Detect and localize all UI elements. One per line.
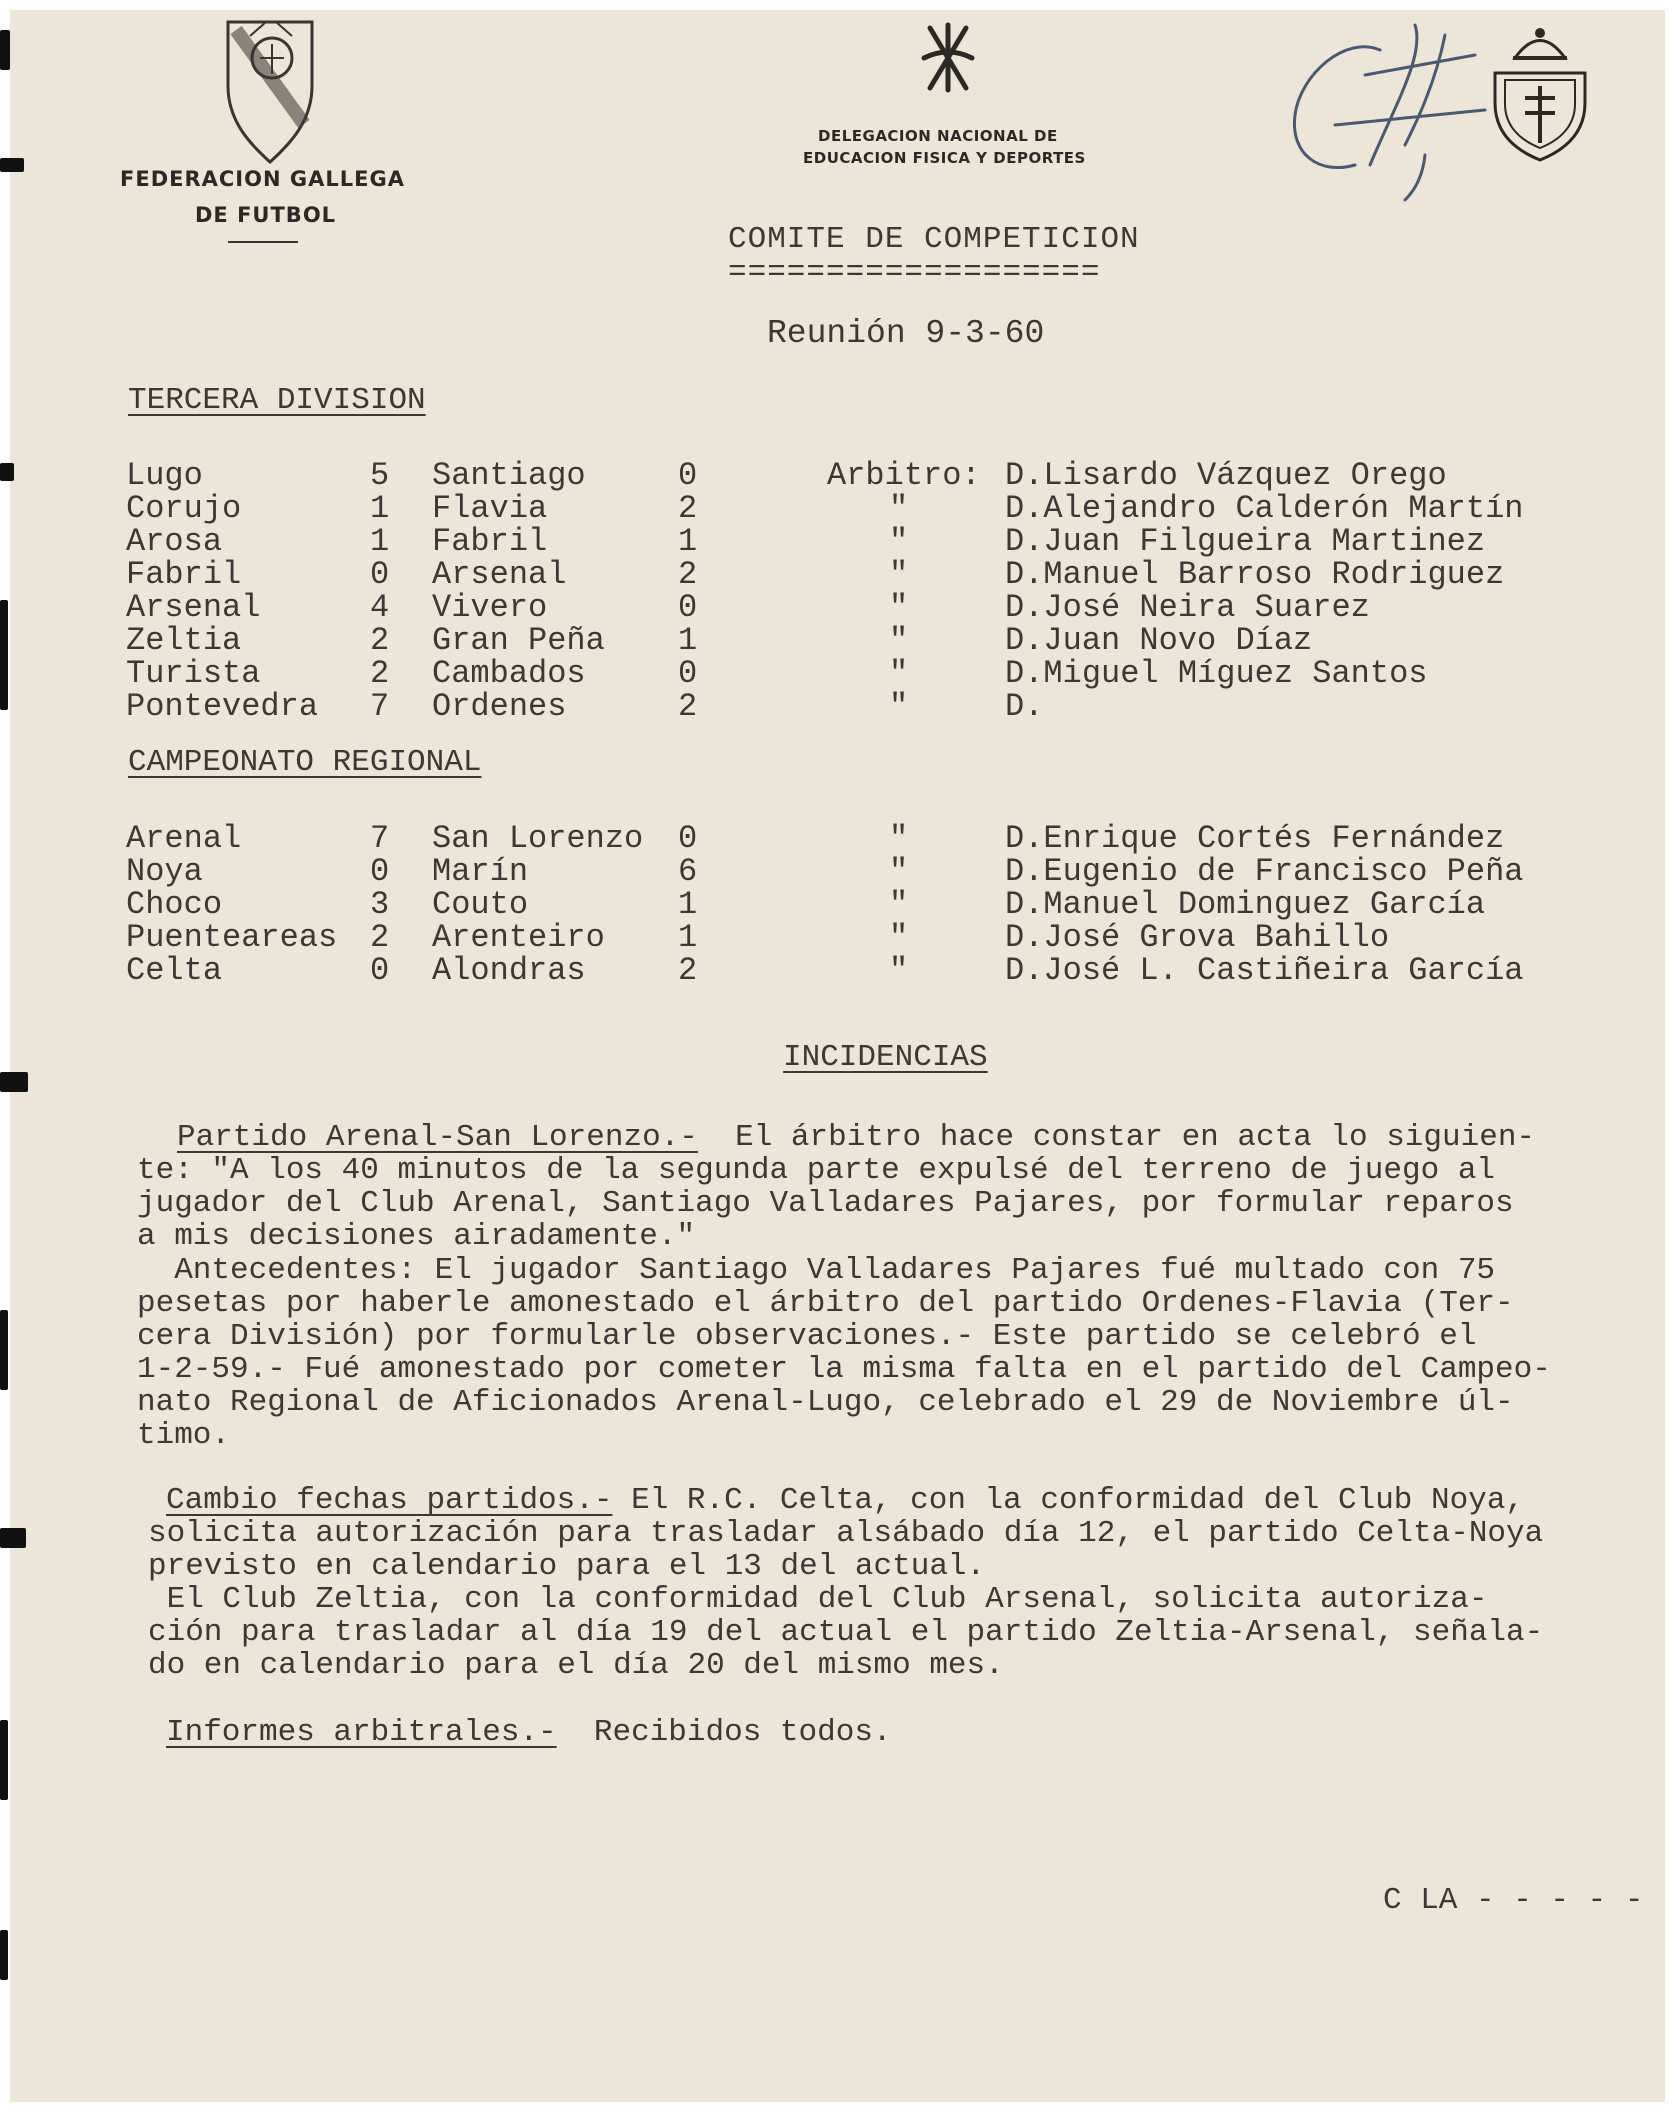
antecedentes-paragraph (137, 1254, 1551, 1452)
away-score: 0 (678, 589, 698, 626)
home-team: Arosa (126, 523, 223, 560)
ditto-mark: " (889, 622, 909, 659)
home-team: Puenteareas (126, 919, 338, 956)
page-title: COMITE DE COMPETICION (728, 222, 1140, 257)
home-team: Arsenal (126, 589, 261, 626)
scan-edge-mark (0, 158, 24, 172)
home-score: 2 (370, 919, 390, 956)
referee-name: D.Lisardo Vázquez Orego (1005, 457, 1447, 494)
home-team: Pontevedra (126, 688, 319, 725)
home-team: Arenal (126, 820, 242, 857)
scan-edge-mark (0, 1072, 28, 1092)
referee-name: D.José Neira Suarez (1005, 589, 1370, 626)
text-line: El Club Zeltia, con la conformidad del Club Arsenal, solicita autoriza- (148, 1582, 1488, 1617)
away-team: Vivero (432, 589, 548, 626)
home-score: 4 (370, 589, 390, 626)
away-team: Arsenal (432, 556, 567, 593)
scan-edge-mark (0, 1310, 8, 1390)
home-team: Choco (126, 886, 223, 923)
section-heading-regional: CAMPEONATO REGIONAL (128, 745, 482, 780)
home-team: Noya (126, 853, 203, 890)
referee-name: D.Manuel Barroso Rodriguez (1005, 556, 1505, 593)
home-score: 5 (370, 457, 390, 494)
away-score: 1 (678, 622, 698, 659)
referee-name: D.Miguel Míguez Santos (1005, 655, 1428, 692)
cambio-first-text: El R.C. Celta, con la conformidad del Club Noya, (612, 1483, 1525, 1518)
meeting-date: Reunión 9-3-60 (767, 315, 1045, 352)
home-team: Celta (126, 952, 223, 989)
away-team: Alondras (432, 952, 586, 989)
home-team: Corujo (126, 490, 242, 527)
away-team: San Lorenzo (432, 820, 644, 857)
ditto-mark: " (889, 853, 909, 890)
away-score: 2 (678, 952, 698, 989)
text-line: pesetas por haberle amonestado el árbitro del partido Ordenes-Flavia (Ter- (137, 1286, 1514, 1321)
scan-edge-mark (0, 1720, 8, 1800)
home-team: Turista (126, 655, 261, 692)
home-score: 0 (370, 853, 390, 890)
federation-shield-logo (220, 16, 320, 166)
home-score: 1 (370, 490, 390, 527)
text-line: te: "A los 40 minutos de la segunda parte expulsé del terreno de juego al (137, 1153, 1496, 1188)
text-line: ción para trasladar al día 19 del actual el partido Zeltia-Arsenal, señala- (148, 1615, 1544, 1650)
ditto-mark: " (889, 523, 909, 560)
referee-name: D.José L. Castiñeira García (1005, 952, 1524, 989)
away-team: Flavia (432, 490, 548, 527)
text-line: Antecedentes: El jugador Santiago Valladares Pajares fué multado con 75 (137, 1253, 1496, 1288)
home-score: 0 (370, 556, 390, 593)
text-line: cera División) por formularle observaciones.- Este partido se celebró el (137, 1319, 1477, 1354)
partido-first-text: El árbitro hace constar en acta lo siguien- (697, 1120, 1536, 1155)
away-score: 2 (678, 556, 698, 593)
continuation-mark: C LA - - - - - (1383, 1883, 1644, 1918)
away-score: 2 (678, 688, 698, 725)
away-team: Cambados (432, 655, 586, 692)
federation-name-line2: DE FUTBOL (195, 203, 337, 227)
cambio-body (148, 1517, 1543, 1682)
scan-edge-mark (0, 1930, 8, 1980)
home-score: 2 (370, 622, 390, 659)
divider (228, 241, 298, 243)
text-line: solicita autorización para trasladar alsábado día 12, el partido Celta-Noya (148, 1516, 1544, 1551)
away-score: 0 (678, 820, 698, 857)
home-score: 2 (370, 655, 390, 692)
text-line: timo. (137, 1418, 231, 1453)
royal-crest-logo (1485, 18, 1595, 163)
yoke-arrows-emblem (918, 20, 978, 95)
title-underline: =================== (728, 255, 1101, 290)
away-score: 1 (678, 919, 698, 956)
cambio-label: Cambio fechas partidos.- (166, 1483, 613, 1518)
referee-name: D.Eugenio de Francisco Peña (1005, 853, 1524, 890)
home-team: Zeltia (126, 622, 242, 659)
away-score: 1 (678, 886, 698, 923)
home-team: Fabril (126, 556, 242, 593)
section-heading-incidencias: INCIDENCIAS (783, 1040, 988, 1075)
away-team: Arenteiro (432, 919, 605, 956)
away-team: Marín (432, 853, 529, 890)
away-score: 0 (678, 457, 698, 494)
ditto-mark: " (889, 556, 909, 593)
ditto-mark: " (889, 820, 909, 857)
referee-name: D.Manuel Dominguez García (1005, 886, 1486, 923)
ditto-mark: " (889, 589, 909, 626)
referee-name: D.Juan Filgueira Martinez (1005, 523, 1486, 560)
text-line: a mis decisiones airadamente." (137, 1219, 696, 1254)
partido-body (137, 1154, 1514, 1253)
home-score: 3 (370, 886, 390, 923)
home-score: 7 (370, 820, 390, 857)
document-page (10, 10, 1665, 2102)
informes-text: Recibidos todos. (556, 1715, 892, 1750)
referee-label: Arbitro: (827, 457, 981, 494)
home-team: Lugo (126, 457, 203, 494)
text-line: previsto en calendario para el 13 del actual. (148, 1549, 986, 1584)
ditto-mark: " (889, 490, 909, 527)
referee-name: D.Enrique Cortés Fernández (1005, 820, 1505, 857)
away-team: Gran Peña (432, 622, 605, 659)
ditto-mark: " (889, 655, 909, 692)
away-score: 2 (678, 490, 698, 527)
delegation-name-line2: EDUCACION FISICA Y DEPORTES (803, 149, 1086, 167)
referee-name: D.José Grova Bahillo (1005, 919, 1390, 956)
referee-name: D.Juan Novo Díaz (1005, 622, 1313, 659)
partido-label: Partido Arenal-San Lorenzo.- (177, 1120, 698, 1155)
informes-label: Informes arbitrales.- (166, 1715, 557, 1750)
delegation-name: DELEGACION NACIONAL DE (818, 127, 1058, 145)
ditto-mark: " (889, 952, 909, 989)
federation-name: FEDERACION GALLEGA (120, 167, 405, 191)
home-score: 0 (370, 952, 390, 989)
handwritten-signature (1275, 15, 1505, 215)
away-score: 0 (678, 655, 698, 692)
scan-edge-mark (0, 600, 8, 710)
scan-edge-mark (0, 1528, 26, 1548)
cambio-first-line (166, 1484, 1524, 1517)
text-line: nato Regional de Aficionados Arenal-Lugo, celebrado el 29 de Noviembre úl- (137, 1385, 1514, 1420)
home-score: 1 (370, 523, 390, 560)
ditto-mark: " (889, 886, 909, 923)
section-heading-tercera: TERCERA DIVISION (128, 383, 426, 418)
partido-first-line (177, 1121, 1535, 1154)
away-score: 6 (678, 853, 698, 890)
away-team: Couto (432, 886, 529, 923)
referee-name: D.Alejandro Calderón Martín (1005, 490, 1524, 527)
text-line: jugador del Club Arenal, Santiago Valladares Pajares, por formular reparos (137, 1186, 1514, 1221)
away-score: 1 (678, 523, 698, 560)
away-team: Santiago (432, 457, 586, 494)
ditto-mark: " (889, 688, 909, 725)
home-score: 7 (370, 688, 390, 725)
away-team: Ordenes (432, 688, 567, 725)
text-line: do en calendario para el día 20 del mismo mes. (148, 1648, 1004, 1683)
text-line: 1-2-59.- Fué amonestado por cometer la misma falta en el partido del Campeo- (137, 1352, 1551, 1387)
informes-line (166, 1716, 892, 1749)
scan-edge-mark (0, 463, 14, 481)
referee-name: D. (1005, 688, 1044, 725)
away-team: Fabril (432, 523, 548, 560)
scan-edge-mark (0, 30, 10, 70)
ditto-mark: " (889, 919, 909, 956)
